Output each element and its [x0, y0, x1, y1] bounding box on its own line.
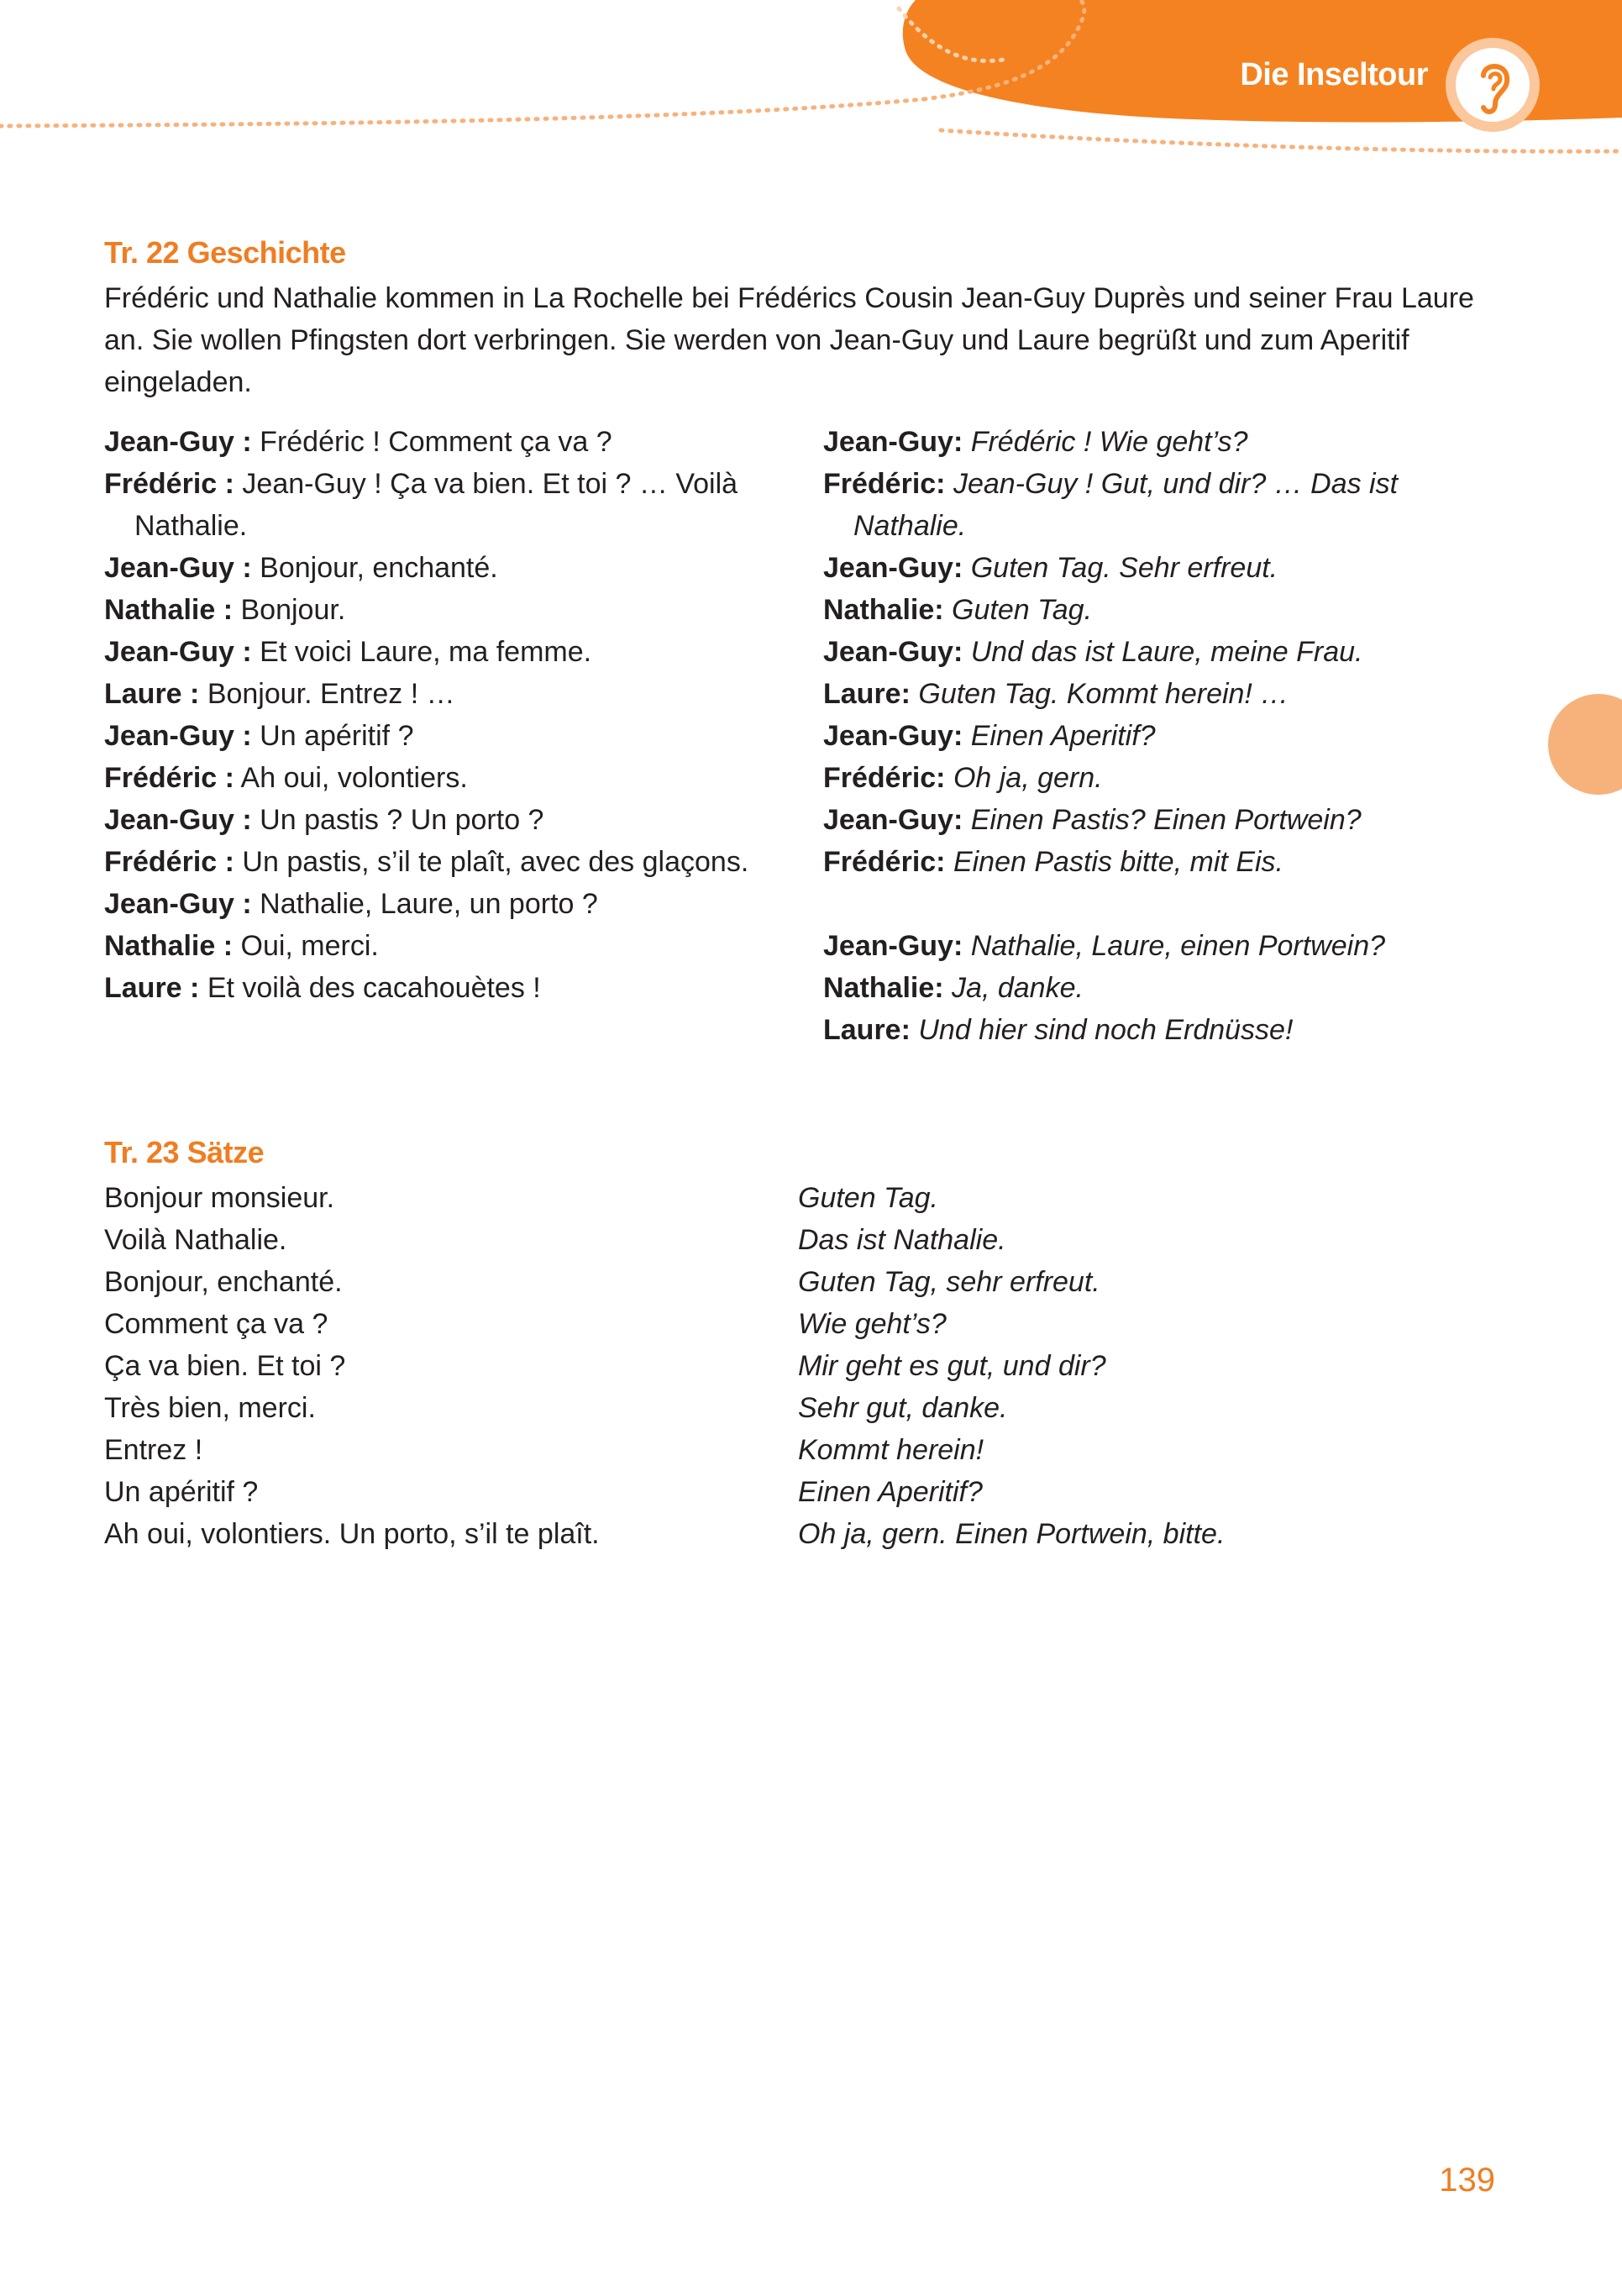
sentence-line: Voilà Nathalie. [104, 1224, 287, 1256]
section-title-geschichte: Tr. 22 Geschichte [104, 235, 346, 270]
sentence-line: Ah oui, volontiers. Un porto, s’il te plaît. [104, 1518, 600, 1550]
sentence-line: Einen Aperitif? [798, 1476, 983, 1508]
sentence-line: Das ist Nathalie. [798, 1224, 1006, 1256]
dialog-line [104, 967, 776, 1009]
speaker-name: Jean-Guy : [104, 804, 252, 836]
dialog-text: Nathalie, Laure, einen Portwein? [970, 930, 1386, 962]
speaker-name: Nathalie: [823, 972, 944, 1004]
dialog-text: Bonjour, enchanté. [260, 552, 498, 584]
dialog-text: Guten Tag. Kommt herein! … [918, 678, 1289, 710]
dialog-text: Und das ist Laure, meine Frau. [970, 636, 1363, 668]
dialog-line [823, 967, 1512, 1009]
speaker-name: Laure: [823, 1014, 911, 1046]
sentence-line: Mir geht es gut, und dir? [798, 1350, 1106, 1382]
speaker-name: Frédéric: [823, 846, 946, 878]
chapter-title: Die Inseltour [1240, 57, 1428, 92]
sentence-line: Comment ça va ? [104, 1308, 328, 1340]
dialog-text: Einen Pastis? Einen Portwein? [970, 804, 1362, 836]
speaker-name: Laure: [823, 678, 911, 710]
speaker-name: Frédéric : [104, 468, 234, 500]
dialog-line [104, 421, 776, 463]
intro-paragraph: Frédéric und Nathalie kommen in La Rochelle bei Frédérics Cousin Jean-Guy Duprès und seiner Frau Laure an. Sie wollen Pfingsten dort verbringen. Sie werden von Jean-Guy und Laure begrüßt und zum Aperitif eingeladen. [104, 282, 1474, 398]
dialog-line [104, 757, 776, 799]
dialog-text: Bonjour. [240, 594, 346, 626]
sentence-line: Oh ja, gern. Einen Portwein, bitte. [798, 1518, 1226, 1550]
speaker-name: Jean-Guy: [823, 720, 963, 752]
dialog-line [104, 589, 776, 631]
sentence-line: Bonjour, enchanté. [104, 1266, 343, 1298]
dialog-line [104, 673, 776, 715]
speaker-name: Jean-Guy : [104, 720, 252, 752]
dialog-text: Frédéric ! Comment ça va ? [260, 426, 612, 458]
speaker-name: Nathalie : [104, 930, 234, 962]
speaker-name: Nathalie: [823, 594, 944, 626]
sentences-french [104, 1177, 776, 1555]
sentence-line: Ça va bien. Et toi ? [104, 1350, 346, 1382]
dialog-line [823, 925, 1512, 967]
dialog-line [823, 463, 1512, 547]
ear-icon [1443, 35, 1542, 134]
dialog-text: Nathalie, Laure, un porto ? [260, 888, 598, 920]
dialog-line [823, 589, 1512, 631]
dialog-text: Einen Aperitif? [970, 720, 1156, 752]
dialog-text: Et voici Laure, ma femme. [260, 636, 592, 668]
dialog-line [104, 715, 776, 757]
section-title-saetze: Tr. 23 Sätze [104, 1135, 265, 1169]
dialog-text: Un pastis, s’il te plaît, avec des glaçons. [242, 846, 749, 878]
speaker-name: Jean-Guy: [823, 426, 963, 458]
speaker-name: Nathalie : [104, 594, 234, 626]
dialog-text: Und hier sind noch Erdnüsse! [918, 1014, 1294, 1046]
speaker-name: Frédéric: [823, 468, 946, 500]
dialog-german [823, 421, 1512, 1051]
sentence-line: Entrez ! [104, 1434, 203, 1466]
dialog-line [823, 757, 1512, 799]
sentence-line: Wie geht’s? [798, 1308, 947, 1340]
dialog-line [823, 1009, 1512, 1051]
speaker-name: Laure : [104, 678, 200, 710]
sentence-line: Un apéritif ? [104, 1476, 259, 1508]
speaker-name: Jean-Guy: [823, 636, 963, 668]
dialog-text: Et voilà des cacahouètes ! [207, 972, 541, 1004]
dialog-french [104, 421, 776, 1009]
sentence-line: Kommt herein! [798, 1434, 984, 1466]
dialog-text: Ja, danke. [952, 972, 1084, 1004]
sentences-german [798, 1177, 1512, 1555]
dialog-line [823, 715, 1512, 757]
dialog-line [823, 673, 1512, 715]
spacer [823, 883, 1512, 925]
dialog-text: Un pastis ? Un porto ? [260, 804, 544, 836]
header-decoration [0, 0, 1622, 202]
dialog-text: Guten Tag. Sehr erfreut. [970, 552, 1278, 584]
dialog-text: Ah oui, volontiers. [240, 762, 468, 794]
dialog-line [823, 421, 1512, 463]
speaker-name: Jean-Guy : [104, 888, 252, 920]
sentence-line: Bonjour monsieur. [104, 1182, 335, 1214]
sentence-line: Guten Tag. [798, 1182, 938, 1214]
speaker-name: Jean-Guy : [104, 426, 252, 458]
dialog-text: Bonjour. Entrez ! … [207, 678, 455, 710]
sentence-line: Sehr gut, danke. [798, 1392, 1008, 1424]
dialog-text: Un apéritif ? [260, 720, 414, 752]
sentence-line: Guten Tag, sehr erfreut. [798, 1266, 1100, 1298]
speaker-name: Jean-Guy: [823, 552, 963, 584]
dialog-line [104, 547, 776, 589]
side-tab-marker [1548, 694, 1622, 795]
speaker-name: Frédéric : [104, 762, 234, 794]
dialog-line [104, 883, 776, 925]
dialog-line [104, 799, 776, 841]
dialog-text: Frédéric ! Wie geht’s? [970, 426, 1248, 458]
dialog-text: Jean-Guy ! Gut, und dir? … Das ist Nathalie. [853, 468, 1399, 542]
dialog-line [823, 799, 1512, 841]
page-number: 139 [1439, 2162, 1495, 2199]
speaker-name: Frédéric: [823, 762, 946, 794]
dialog-line [104, 925, 776, 967]
dialog-line [823, 547, 1512, 589]
dialog-text: Guten Tag. [952, 594, 1093, 626]
sentence-line: Très bien, merci. [104, 1392, 316, 1424]
dialog-line [823, 841, 1512, 883]
speaker-name: Jean-Guy: [823, 804, 963, 836]
dialog-text: Einen Pastis bitte, mit Eis. [953, 846, 1283, 878]
dialog-line [104, 463, 776, 547]
speaker-name: Laure : [104, 972, 200, 1004]
speaker-name: Jean-Guy: [823, 930, 963, 962]
dialog-text: Oui, merci. [240, 930, 379, 962]
speaker-name: Jean-Guy : [104, 552, 252, 584]
dialog-text: Oh ja, gern. [953, 762, 1103, 794]
dialog-line [104, 631, 776, 673]
dialog-line [823, 631, 1512, 673]
speaker-name: Frédéric : [104, 846, 234, 878]
speaker-name: Jean-Guy : [104, 636, 252, 668]
dialog-text: Jean-Guy ! Ça va bien. Et toi ? … Voilà Nathalie. [134, 468, 738, 542]
dialog-line [104, 841, 776, 883]
